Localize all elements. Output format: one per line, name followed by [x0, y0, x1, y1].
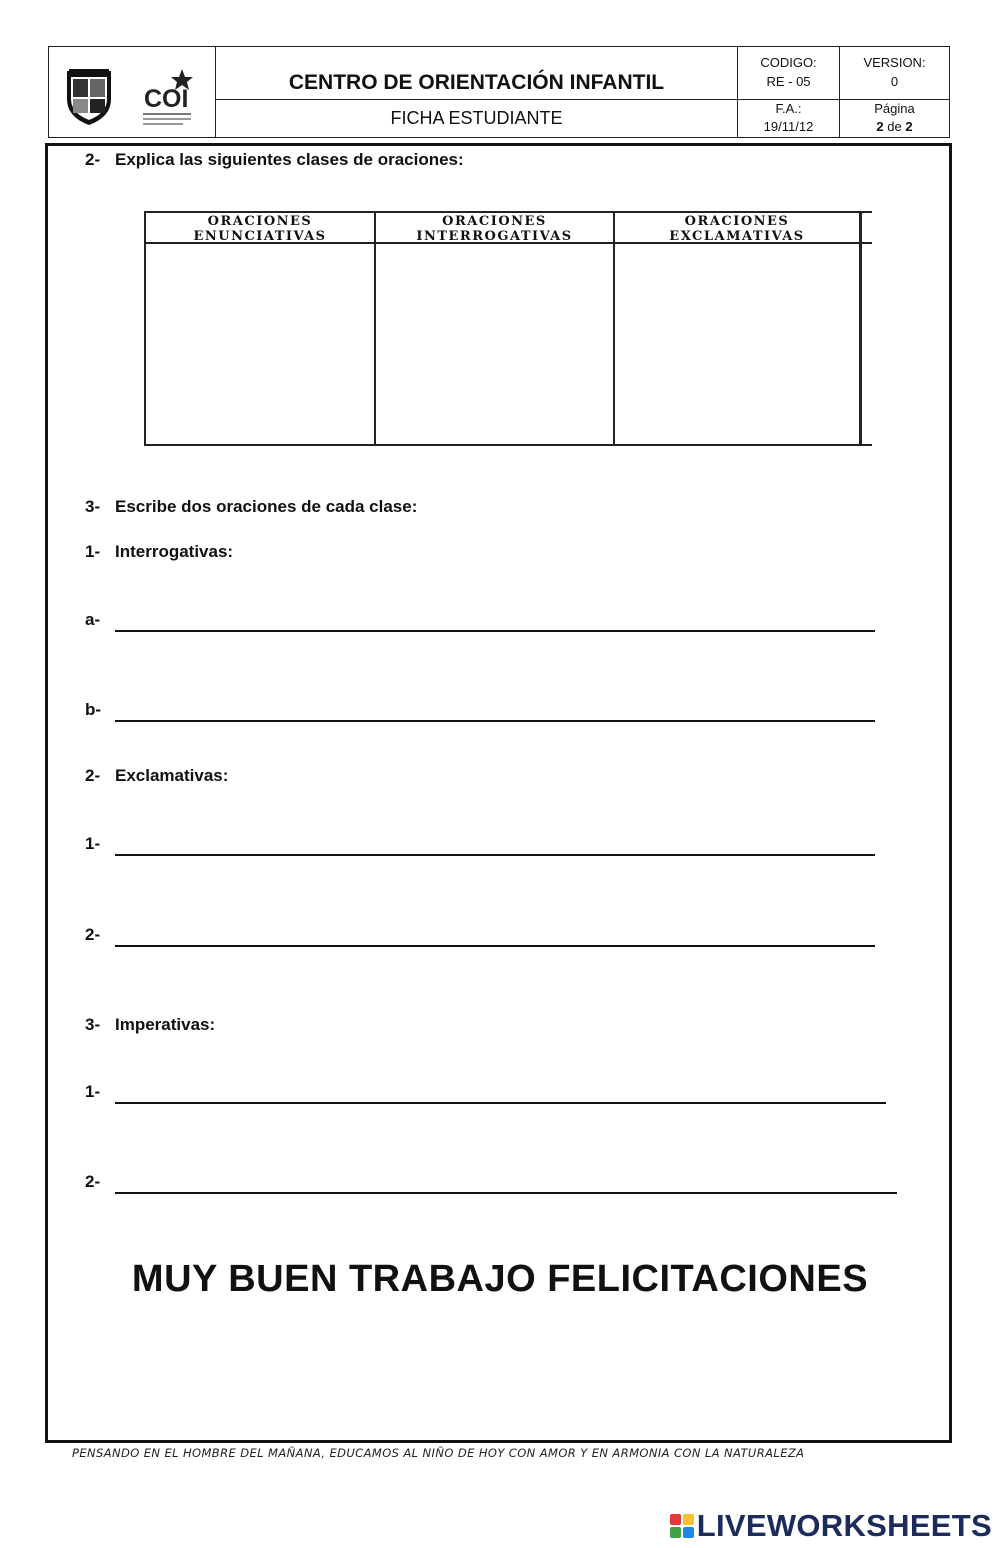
coi-logo	[143, 69, 193, 125]
question-2-text: Explica las siguientes clases de oraciones:	[115, 150, 464, 169]
section-imperativas-title: Imperativas:	[115, 1015, 216, 1034]
question-3	[85, 497, 417, 517]
question-2	[85, 150, 464, 170]
answer-line-label: 1-	[85, 1082, 101, 1101]
section-exclamativas-number: 2-	[85, 766, 101, 785]
fa-cell	[738, 100, 840, 137]
question-3-text: Escribe dos oraciones de cada clase:	[115, 497, 418, 516]
brand-name: LIVEWORKSHEETS	[696, 1508, 992, 1543]
answer-line-label: 1-	[85, 834, 101, 853]
page-label: Página	[874, 101, 915, 116]
answer-line-rule[interactable]	[115, 720, 875, 722]
column-enunciativas-line1: ORACIONES	[207, 214, 313, 229]
section-exclamativas	[85, 766, 228, 786]
section-interrogativas-title: Interrogativas:	[115, 542, 234, 561]
page-cell	[840, 100, 949, 137]
question-2-number: 2-	[85, 150, 101, 169]
answer-line-label: a-	[85, 610, 101, 629]
answer-line-rule[interactable]	[115, 1102, 886, 1104]
section-interrogativas	[85, 542, 233, 562]
answer-line-rule[interactable]	[115, 945, 875, 947]
column-interrogativas-line2: INTERROGATIVAS	[416, 229, 573, 244]
section-imperativas-number: 3-	[85, 1015, 101, 1034]
section-interrogativas-number: 1-	[85, 542, 101, 561]
question-3-number: 3-	[85, 497, 101, 516]
document-header	[48, 46, 950, 138]
coi-logo-text: COI	[144, 85, 189, 113]
version-cell	[840, 47, 949, 100]
closing-message: MUY BUEN TRABAJO FELICITACIONES	[131, 1258, 869, 1300]
interrogativas-answer-box[interactable]	[378, 247, 613, 443]
fa-value: 19/11/12	[763, 119, 814, 134]
column-exclamativas	[615, 214, 859, 244]
answer-line-rule[interactable]	[115, 630, 875, 632]
code-value: RE - 05	[766, 74, 811, 89]
fa-label: F.A.:	[775, 101, 802, 116]
sentence-classes-table	[144, 211, 872, 447]
school-logos	[49, 47, 216, 137]
brand-squares-icon	[670, 1514, 694, 1538]
page-of: de	[887, 119, 902, 134]
column-interrogativas-line1: ORACIONES	[442, 214, 547, 229]
answer-line-label: 2-	[85, 925, 101, 944]
page-total: 2	[905, 119, 913, 134]
section-exclamativas-title: Exclamativas:	[115, 766, 229, 785]
enunciativas-answer-box[interactable]	[148, 247, 374, 443]
version-label: VERSION:	[863, 55, 926, 70]
column-exclamativas-line1: ORACIONES	[684, 214, 790, 229]
document-type: FICHA ESTUDIANTE	[216, 100, 738, 137]
answer-line-label: b-	[85, 700, 102, 719]
page-current: 2	[876, 119, 884, 134]
institution-title: CENTRO DE ORIENTACIÓN INFANTIL	[216, 47, 738, 100]
column-exclamativas-line2: EXCLAMATIVAS	[669, 229, 805, 244]
section-imperativas	[85, 1015, 215, 1035]
school-motto: PENSANDO EN EL HOMBRE DEL MAÑANA, EDUCAMOS AL NIÑO DE HOY CON AMOR Y EN ARMONIA CON LA NATURALEZA	[72, 1446, 805, 1460]
code-label: CODIGO:	[760, 55, 817, 70]
column-interrogativas	[376, 214, 613, 244]
answer-line-label: 2-	[85, 1172, 101, 1191]
answer-line-rule[interactable]	[115, 854, 875, 856]
code-cell	[738, 47, 840, 100]
version-value: 0	[890, 74, 899, 89]
liveworksheets-brand[interactable]	[670, 1508, 992, 1544]
logo-area	[49, 47, 216, 137]
page-number	[840, 118, 949, 136]
column-enunciativas	[146, 214, 374, 244]
answer-line-rule[interactable]	[115, 1192, 897, 1194]
column-enunciativas-line2: ENUNCIATIVAS	[193, 229, 327, 244]
shield-logo	[67, 69, 111, 125]
exclamativas-answer-box[interactable]	[617, 247, 859, 443]
